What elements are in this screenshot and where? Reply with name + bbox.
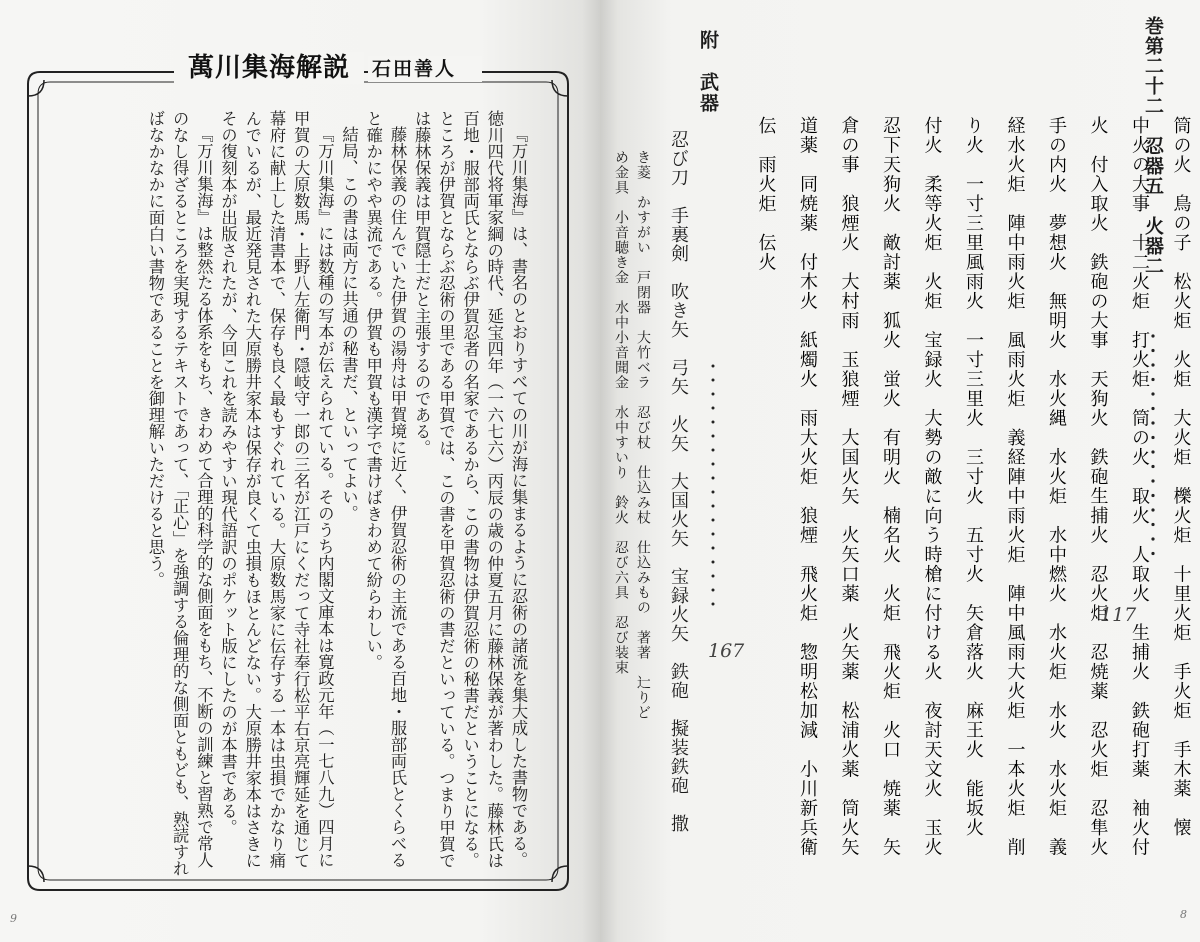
toc-line: り火 一寸三里風雨火 一寸三里火 三寸火 五寸火 矢倉落火 麻王火 能坂火 [963, 116, 984, 838]
appendix-lines [610, 150, 654, 930]
appendix-leader-dots [704, 360, 722, 620]
essay-paragraph-2: 藤林保義の住んでいた伊賀の湯舟は甲賀境に近く、伊賀忍術の主流である百地・服部両氏とくらべると確かにやや異流である。伊賀も甲賀も漢字で書けばきわめて紛らわしい。 [363, 110, 407, 869]
left-page-folio: 9 [10, 912, 17, 925]
essay-paragraph-5: 『万川集海』は整然たる体系をもち、きわめて合理的科学的な側面をもち、不断の訓練と習熟で常人のなし得ざるところを実現するテキストであって、「正心」を強調する倫理的な側面ともども、熟読すればなかなかに面白い書物であることを御理解いただけると思う。 [145, 110, 214, 877]
toc-line: 中火の大事 十二火炬 打火炬 筒の火 取火 人取火 生捕火 鉄砲打薬 袖火付 [1129, 116, 1150, 857]
essay-paragraph-1: 『万川集海』は、書名のとおりすべての川が海に集まるように忍術の諸流を集大成した書物である。徳川四代将軍家綱の時代、延宝四年（一六七六）丙辰の歳の仲夏五月に藤林保義が著わした。藤林氏は百地・服部両氏とならぶ伊賀忍者の名家であるから、この書物は伊賀忍術の秘書だということになる。ところが伊賀とならぶ忍術の里である甲賀では、この書を甲賀忍術の書だといっている。つまり甲賀では藤林保義は甲賀隠士だと主張するのである。 [412, 110, 528, 869]
appendix-heading: 附 武器 [697, 30, 719, 114]
essay-body [60, 110, 530, 880]
essay-author: 石田善人 [368, 56, 482, 82]
appendix-line-main: 忍び刀 手裏剣 吹き矢 弓矢 火矢 大国火矢 宝録火矢 鉄砲 擬装鉄砲 撒 [668, 130, 689, 833]
toc-line: 伝 雨火炬 伝火 [755, 116, 777, 272]
toc-line: 経水火炬 陣中雨火炬 風雨火炬 義経陣中雨火炬 陣中風雨大火炬 一本火炬 削 [1004, 116, 1026, 857]
handwritten-page-number-2: 167 [708, 640, 745, 662]
toc-line: 筒の火 鳥の子 松火炬 火炬 大火炬 櫟火炬 十里火炬 手火炬 手木薬 懐 [1170, 116, 1192, 838]
toc-line: 手の内火 夢想火 無明火 水火縄 水火炬 水中燃火 水火炬 水火 水火炬 義 [1046, 116, 1067, 857]
appendix-line: め金具 小音聴き金 水中小音聞金 水中すいり 鈴火 忍び六具 忍び装束 [613, 150, 629, 675]
toc-line: 火 付入取火 鉄砲の大事 天狗火 鉄砲生捕火 忍火炬 忍焼薬 忍火炬 忍隼火 [1087, 116, 1109, 857]
appendix-line: き菱 かすがい 戸閉器 大竹ベラ 忍び杖 仕込み杖 仕込みもの 著著 辷りど [635, 150, 651, 720]
volume-heading: 巻第二十二 忍器五 火器二 [1142, 16, 1164, 276]
toc-entries [745, 116, 1200, 926]
right-page-folio: 8 [1180, 908, 1187, 921]
toc-line: 忍下天狗火 敵討薬 狐火 蛍火 有明火 楠名火 火炬 飛火炬 火口 焼薬 矢 [880, 116, 901, 857]
essay-title: 萬川集海解説 [174, 52, 364, 84]
essay-paragraph-3: 結局、この書は両方に共通の秘書だ、といってよい。 [339, 126, 359, 523]
toc-line: 倉の事 狼煙火 大村雨 玉狼煙 大国火矢 火矢口薬 火矢薬 松浦火薬 筒火矢 [838, 116, 860, 857]
essay-paragraph-4: 『万川集海』には数種の写本が伝えられている。そのうち内閣文庫本は寛政元年（一七八九）四月に甲賀の大原数馬・上野八左衛門・隠岐守一郎の三名が江戸にくだって寺社奉行松平右京亮輝延を通じて幕府に献上した清書本で、保存も良く最もすぐれている。大原数馬家に伝存する一本は虫損でかなり痛んでいるが、最近発見された大原勝井家本は保存が良くて虫損もほとんどない。大原勝井家本はさきにその復刻本が出版されたが、今回これを読みやすい現代語訳のポケット版にしたのが本書である。 [218, 110, 335, 869]
handwritten-page-number-1: 117 [1100, 604, 1137, 626]
toc-line: 付火 柔等火炬 火炬 宝録火 大勢の敵に向う時槍に付ける火 夜討天文火 玉火 [921, 116, 943, 857]
toc-line: 道薬 同焼薬 付木火 紙燭火 雨大火炬 狼煙 飛火炬 惣明松加減 小川新兵衛 [797, 116, 818, 857]
